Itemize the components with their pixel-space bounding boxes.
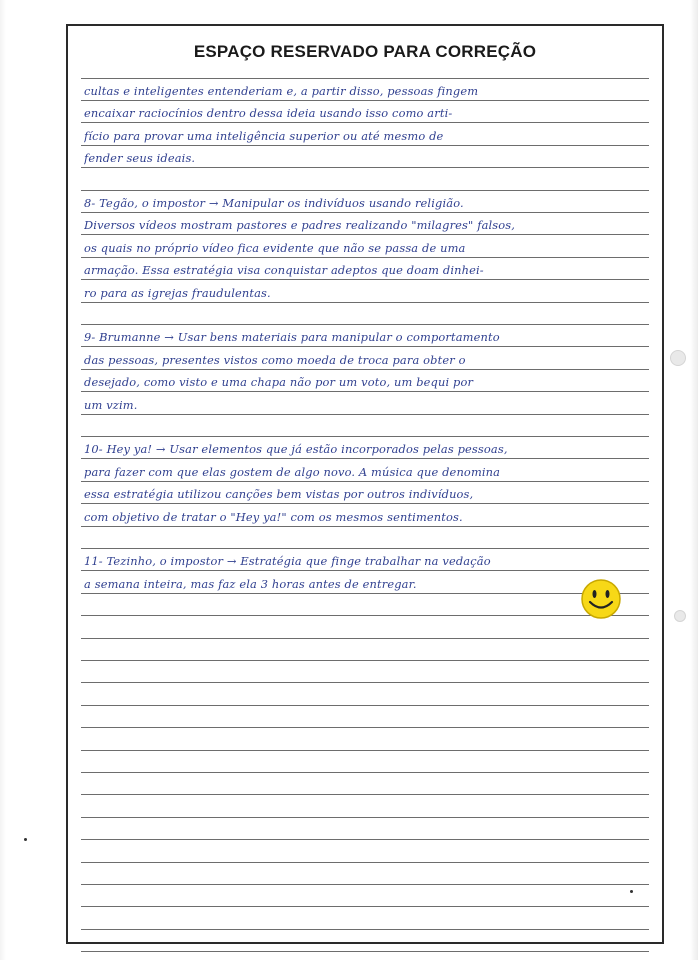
correction-sheet [66,24,664,944]
ruled-line [81,817,649,818]
page-title: ESPAÇO RESERVADO PARA CORREÇÃO [193,42,537,61]
ruled-line [81,324,649,325]
ruled-line [81,526,649,527]
handwritten-line: a semana inteira, mas faz ela 3 horas antes de entregar. [84,576,417,591]
handwritten-line: desejado, como visto e uma chapa não por um voto, um bequi por [84,375,474,390]
handwritten-line: fender seus ideais. [84,151,196,166]
handwritten-line: armação. Essa estratégia visa conquistar adeptos que doam dinhei- [84,263,484,278]
handwritten-line: um vzim. [84,397,138,412]
handwritten-line: fício para provar uma inteligência superior ou até mesmo de [84,128,444,143]
handwritten-line: 9- Brumanne → Usar bens materiais para manipular o comportamento [84,330,500,345]
ruled-line [81,346,649,347]
ruled-line [81,481,649,482]
ruled-line [81,705,649,706]
scan-speck [630,890,633,893]
ruled-line [81,458,649,459]
handwritten-line: cultas e inteligentes entenderiam e, a partir disso, pessoas fingem [84,84,479,98]
handwritten-line: com objetivo de tratar o "Hey ya!" com os mesmos sentimentos. [84,509,463,524]
ruled-line [81,548,649,549]
scan-hole-mark [670,350,686,366]
ruled-line [81,78,649,79]
ruled-line [81,727,649,728]
ruled-line [81,593,649,594]
ruled-line [81,794,649,795]
ruled-line [81,772,649,773]
ruled-line [81,682,649,683]
ruled-line [81,414,649,415]
handwritten-line: essa estratégia utilizou canções bem vistas por outros indivíduos, [84,487,474,502]
ruled-line [81,638,649,639]
ruled-line [81,436,649,437]
handwritten-line: os quais no próprio vídeo fica evidente que não se passa de uma [84,240,466,255]
ruled-line [81,302,649,303]
ruled-line [81,279,649,280]
ruled-line [81,615,649,616]
handwritten-line: das pessoas, presentes vistos como moeda de troca para obter o [84,352,466,367]
ruled-line [81,929,649,930]
scan-hole-mark [674,610,686,622]
ruled-line [81,951,649,952]
handwritten-line: encaixar raciocínios dentro dessa ideia usando isso como arti- [84,106,453,121]
handwritten-line: 8- Tegão, o impostor → Manipular os indivíduos usando religião. [84,196,464,210]
ruled-line [81,570,649,571]
handwritten-line: Diversos vídeos mostram pastores e padres realizando "milagres" falsos, [84,218,516,233]
ruled-line [81,167,649,168]
ruled-line [81,145,649,146]
ruled-line [81,369,649,370]
handwritten-line: para fazer com que elas gostem de algo novo. A música que denomina [84,464,501,479]
ruled-line [81,122,649,123]
ruled-line [81,862,649,863]
scan-speck [24,838,27,841]
handwritten-line: ro para as igrejas fraudulentas. [84,285,271,300]
smiley-face-icon [580,578,622,620]
ruled-line [81,234,649,235]
ruled-line [81,212,649,213]
ruled-line [81,190,649,191]
ruled-line [81,750,649,751]
handwritten-line: 11- Tezinho, o impostor → Estratégia que finge trabalhar na vedação [84,554,491,569]
ruled-line [81,884,649,885]
ruled-line [81,660,649,661]
ruled-line [81,503,649,504]
handwritten-line: 10- Hey ya! → Usar elementos que já estão incorporados pelas pessoas, [84,442,508,457]
ruled-line [81,839,649,840]
ruled-line [81,391,649,392]
ruled-line [81,100,649,101]
ruled-line [81,906,649,907]
ruled-line [81,257,649,258]
